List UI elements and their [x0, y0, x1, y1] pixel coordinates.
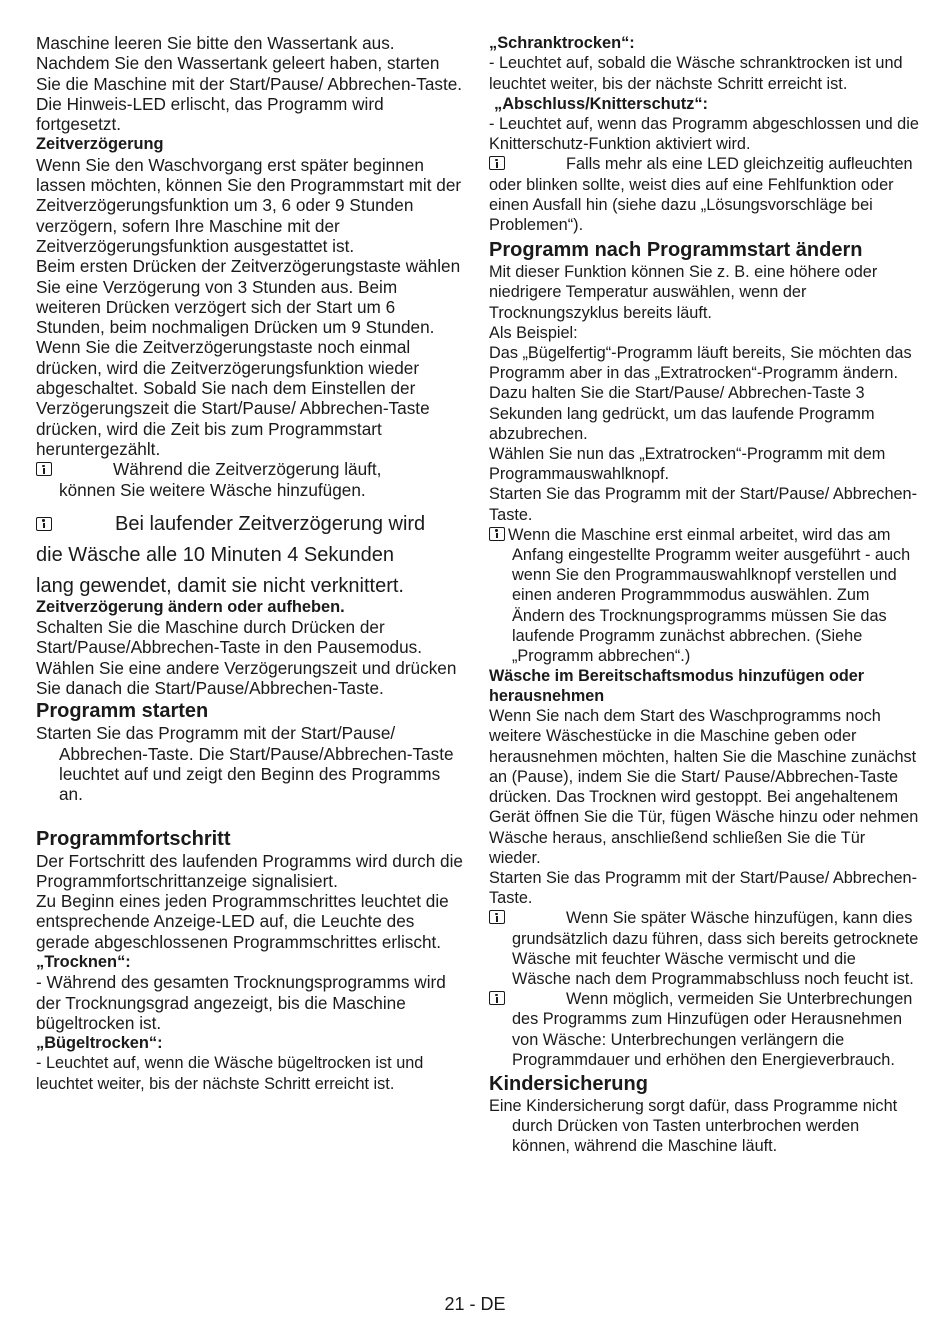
right-column: [489, 33, 919, 1157]
note-wenden-line-1: Bei laufender Zeitverzögerung wird: [115, 512, 426, 535]
buegeltrocken-paragraph: - Leuchtet auf, wenn die Wäsche bügeltrocken ist und leuchtet weiter, bis der nächste Schritt erreicht ist.: [36, 1054, 424, 1093]
trocknen-paragraph: - Während des gesamten Trocknungsprogramms wird der Trocknungsgrad angezeigt, bis die Maschine bügeltrocken ist.: [36, 972, 446, 1033]
info-icon: [489, 991, 505, 1005]
note-programm-aendern-text: Wenn die Maschine erst einmal arbeitet, wird das am Anfang eingestellte Programm weiter ausgeführt - auch wenn Sie den Programmauswahlknopf verstellen und einen anderen Programmmodus auswählen. Zum Ändern des Trocknungsprogramms müssen Sie das laufende Programm zunächst abbrechen. (Siehe „Programm abbrechen“.): [508, 525, 911, 666]
note-text-line-1: Während die Zeitverzögerung läuft,: [113, 459, 382, 480]
note-bereitschaft-2: [489, 989, 919, 1070]
bereitschaft-heading: Wäsche im Bereitschaftsmodus hinzufügen oder herausnehmen: [489, 667, 865, 706]
zeitverzoegerung-heading: Zeitverzögerung: [36, 135, 164, 154]
schranktrocken-heading: „Schranktrocken“:: [489, 34, 635, 52]
zeitverzoegerung-paragraph-1: Wenn Sie den Waschvorgang erst später beginnen lassen möchten, können Sie den Programmstart mit der Zeitverzögerungsfunktion um 3, 6 oder 9 Stunden verzögern, sofern Ihre Maschine mit der Zeitverzögerungsfunktion ausgestattet ist.: [36, 154, 462, 256]
note-led: [489, 154, 919, 235]
info-icon: [36, 517, 52, 531]
zeitverzoegerung-aendern-paragraph: Schalten Sie die Maschine durch Drücken der Start/Pause/Abbrechen-Taste in den Pausemodus. Wählen Sie eine andere Verzögerungszeit und drücken Sie danach die Start/Pause/Abbrechen-Taste.: [36, 617, 457, 699]
schranktrocken-paragraph: - Leuchtet auf, sobald die Wäsche schranktrocken ist und leuchtet weiter, bis der nächste Schritt erreicht ist.: [489, 54, 903, 93]
programm-aendern-heading: Programm nach Programmstart ändern: [489, 239, 863, 262]
kindersicherung-paragraph: Eine Kindersicherung sorgt dafür, dass Programme nicht durch Drücken von Tasten unterbrochen werden können, während die Maschine läuft.: [489, 1096, 898, 1156]
abschluss-heading: „Abschluss/Knitterschutz“:: [494, 94, 709, 113]
buegeltrocken-heading: „Bügeltrocken“:: [36, 1034, 163, 1053]
bereitschaft-paragraph-1: Wenn Sie nach dem Start des Waschprogramms noch weitere Wäschestücke in die Maschine geben oder herausnehmen möchten, halten Sie die Maschine zunächst an (Pause), indem Sie die Start/ Pause/Abbrechen-Taste drücken. Das Trocknen wird gestoppt. Bei angehaltenem Gerät öffnen Sie die Tür, fügen Wäsche hinzu oder nehmen Wäsche heraus, anschließend schließen Sie die Tür wieder.: [489, 707, 919, 867]
info-icon: [489, 910, 505, 924]
zeitverzoegerung-paragraph-2: Beim ersten Drücken der Zeitverzögerungstaste wählen Sie eine Verzögerung von 3 Stunden aus. Beim weiteren Drücken verzögert sich der Start um 6 Stunden, beim nochmaligen Drücken um 9 Stunden. Wenn Sie die Zeitverzögerungstaste noch einmal drücken, wird die Zeitverzögerungsfunktion wieder abgeschaltet. Sobald Sie nach dem Einstellen der Verzögerungszeit die Start/Pause/ Abbrechen-Taste drücken, wird die Zeit bis zum Programmstart heruntergezählt.: [36, 256, 461, 459]
programm-aendern-paragraph-4: Wählen Sie nun das „Extratrocken“-Programm mit dem Programmauswahlknopf.: [489, 445, 886, 484]
info-icon: [489, 156, 505, 170]
programmfortschritt-heading: Programmfortschritt: [36, 827, 231, 850]
intro-paragraph: Maschine leeren Sie bitte den Wassertank aus. Nachdem Sie den Wassertank geleert haben, starten Sie die Maschine mit der Start/Pause/ Abbrechen-Taste. Die Hinweis-LED erlischt, das Programm wird fortgesetzt.: [36, 33, 463, 135]
programmfortschritt-paragraph-2: Zu Beginn eines jeden Programmschrittes leuchtet die entsprechende Anzeige-LED auf, die Leuchte des gerade abgeschlossenen Programmschrittes erlischt.: [36, 891, 449, 952]
trocknen-heading: „Trocknen“:: [36, 952, 131, 971]
programmfortschritt-paragraph-1: Der Fortschritt des laufenden Programms wird durch die Programmfortschrittanzeige signalisiert.: [36, 850, 463, 891]
note-bereitschaft-2-text: Wenn möglich, vermeiden Sie Unterbrechungen des Programms zum Hinzufügen oder Herausnehmen von Wäsche: Unterbrechungen verlängern die Programmdauer und erhöhen den Energieverbrauch.: [512, 990, 913, 1069]
page-number: 21 - DE: [444, 1294, 506, 1314]
note-programm-aendern: [489, 525, 919, 666]
programm-aendern-paragraph-3: Das „Bügelfertig“-Programm läuft bereits, Sie möchten das Programm aber in das „Extratrocken“-Programm ändern. Dazu halten Sie die Start/Pause/ Abbrechen-Taste 3 Sekunden lang gedrückt, um das laufende Programm abzubrechen.: [489, 344, 912, 443]
note-bereitschaft-1: [489, 908, 919, 989]
programm-aendern-paragraph-1: Mit dieser Funktion können Sie z. B. eine höhere oder niedrigere Temperatur auswählen, wenn der Trocknungszyklus bereits läuft.: [489, 263, 878, 322]
programm-aendern-paragraph-5: Starten Sie das Programm mit der Start/Pause/ Abbrechen-Taste.: [489, 485, 918, 524]
programm-starten-heading: Programm starten: [36, 700, 209, 723]
programm-starten-paragraph: Starten Sie das Programm mit der Start/Pause/ Abbrechen-Taste. Die Start/Pause/Abbrechen-Taste leuchtet auf und zeigt den Beginn des Programms an.: [36, 723, 454, 805]
kindersicherung-heading: Kindersicherung: [489, 1072, 648, 1095]
note-text-line-2: können Sie weitere Wäsche hinzufügen.: [59, 479, 366, 500]
info-icon: [489, 527, 505, 541]
note-wenden-line-2: die Wäsche alle 10 Minuten 4 Sekunden: [36, 543, 395, 566]
note-led-text: Falls mehr als eine LED gleichzeitig aufleuchten oder blinken sollte, weist dies auf eine Fehlfunktion oder einen Ausfall hin (siehe dazu „Lösungsvorschläge bei Problemen“).: [489, 155, 913, 235]
zeitverzoegerung-aendern-heading: Zeitverzögerung ändern oder aufheben.: [36, 597, 345, 616]
programm-aendern-paragraph-2: Als Beispiel:: [489, 323, 578, 342]
note-wenden: [36, 510, 466, 601]
info-icon: [36, 462, 52, 476]
abschluss-paragraph: - Leuchtet auf, wenn das Programm abgeschlossen und die Knitterschutz-Funktion aktiviert wird.: [489, 115, 919, 154]
note-wenden-line-3: lang gewendet, damit sie nicht verknittert.: [36, 574, 404, 597]
note-bereitschaft-1-text: Wenn Sie später Wäsche hinzufügen, kann dies grundsätzlich dazu führen, dass sich bereits getrocknete Wäsche mit feuchter Wäsche vermischt und die Wäsche nach dem Programmabschluss noch feucht ist.: [512, 909, 919, 988]
bereitschaft-paragraph-2: Starten Sie das Programm mit der Start/Pause/ Abbrechen-Taste.: [489, 868, 918, 908]
note-zeitverzoegerung-waesche: [36, 459, 466, 500]
left-column: [36, 33, 466, 1094]
